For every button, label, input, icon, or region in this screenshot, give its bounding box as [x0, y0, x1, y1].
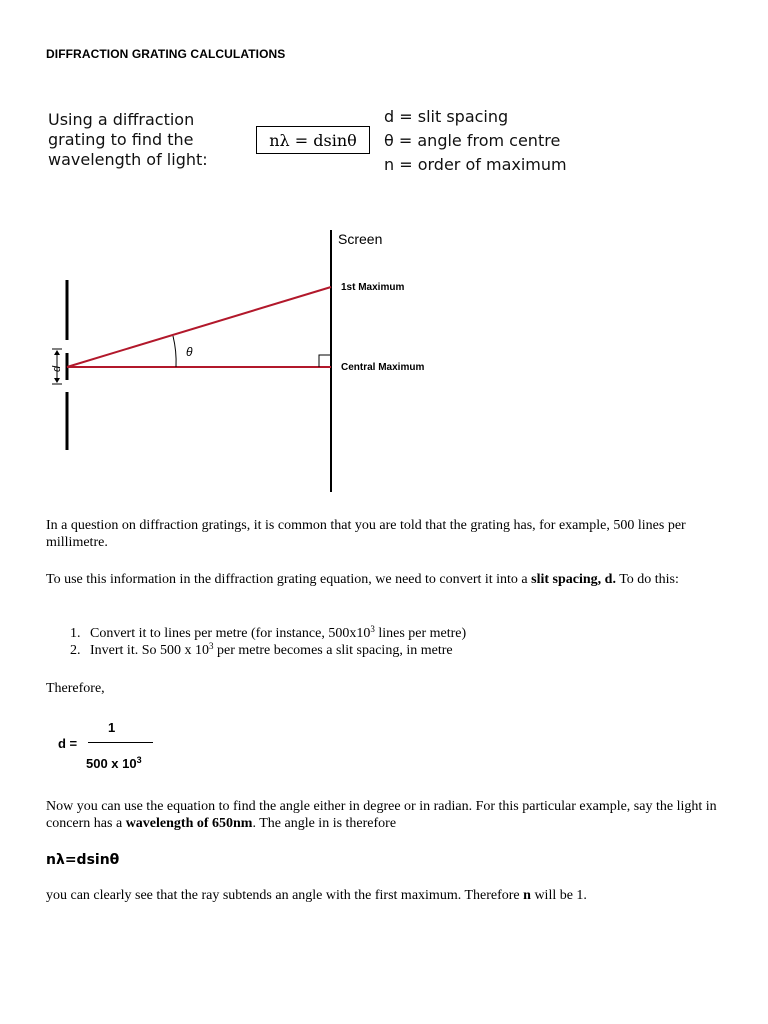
- paragraph-order: [46, 887, 736, 904]
- page-title: DIFFRACTION GRATING CALCULATIONS: [46, 47, 286, 61]
- fraction-bar: [88, 742, 153, 743]
- list-item: [70, 625, 466, 642]
- paragraph-convert-text-end: To do this:: [615, 572, 679, 587]
- slit-spacing-term: slit spacing, d.: [531, 572, 616, 587]
- definition-n: n = order of maximum: [384, 155, 567, 174]
- grating-formula: nλ=dsinθ: [46, 852, 120, 868]
- hero-intro-line: Using a diffraction: [48, 110, 195, 129]
- grating-equation: nλ = dsinθ: [269, 130, 357, 150]
- therefore-text: Therefore,: [46, 681, 105, 696]
- angle-arc: [173, 336, 176, 367]
- fraction-denominator: [86, 756, 142, 771]
- slit-spacing-fraction: [58, 720, 178, 780]
- paragraph-order-text-end: will be 1.: [530, 888, 587, 903]
- list-item: [70, 642, 466, 659]
- fraction-numerator: 1: [108, 720, 116, 735]
- angle-label: θ: [186, 345, 193, 359]
- list-item-text: Invert it. So 500 x 10: [90, 643, 209, 658]
- slit-label: d: [51, 365, 63, 372]
- fraction-lhs: d =: [58, 736, 78, 751]
- order-term: n: [523, 888, 531, 903]
- paragraph-wavelength: [46, 798, 736, 832]
- list-item-number: 2.: [70, 643, 81, 658]
- fraction-denominator-base: 500 x 10: [86, 756, 137, 771]
- steps-list: [70, 625, 466, 659]
- fraction-denominator-exponent: 3: [136, 755, 142, 765]
- central-maximum-label: Central Maximum: [341, 362, 425, 373]
- list-item-text: Convert it to lines per metre (for instance, 500x10: [90, 626, 371, 641]
- list-item-number: 1.: [70, 626, 81, 641]
- paragraph-intro: In a question on diffraction gratings, it is common that you are told that the grating has, for example, 500 lines per millimetre.: [46, 518, 686, 550]
- first-order-ray: [67, 287, 331, 367]
- list-item-exponent: 3: [370, 624, 375, 634]
- paragraph-wavelength-text-end: . The angle in is therefore: [252, 816, 397, 831]
- definition-d: d = slit spacing: [384, 107, 509, 126]
- paragraph-wavelength-text: Now you can use the equation to find the angle either in degree or in radian. For this particular example, say the light in concern has a: [46, 799, 717, 831]
- right-angle-marker: [319, 355, 331, 367]
- first-maximum-label: 1st Maximum: [341, 282, 405, 293]
- paragraph-convert-text: To use this information in the diffraction grating equation, we need to convert it into a: [46, 572, 532, 587]
- paragraph-order-text: you can clearly see that the ray subtends an angle with the first maximum. Therefore: [46, 888, 524, 903]
- list-item-text-end: lines per metre): [374, 626, 467, 641]
- list-item-text-end: per metre becomes a slit spacing, in metre: [213, 643, 453, 658]
- screen-label: Screen: [338, 231, 383, 247]
- hero-intro-line: grating to find the: [48, 130, 194, 149]
- diffraction-diagram: [0, 0, 768, 500]
- definition-theta: θ = angle from centre: [384, 131, 561, 150]
- hero-intro-line: wavelength of light:: [48, 150, 208, 169]
- paragraph-convert: [46, 571, 736, 588]
- wavelength-term: wavelength of 650nm: [125, 816, 253, 831]
- list-item-exponent: 3: [209, 641, 214, 651]
